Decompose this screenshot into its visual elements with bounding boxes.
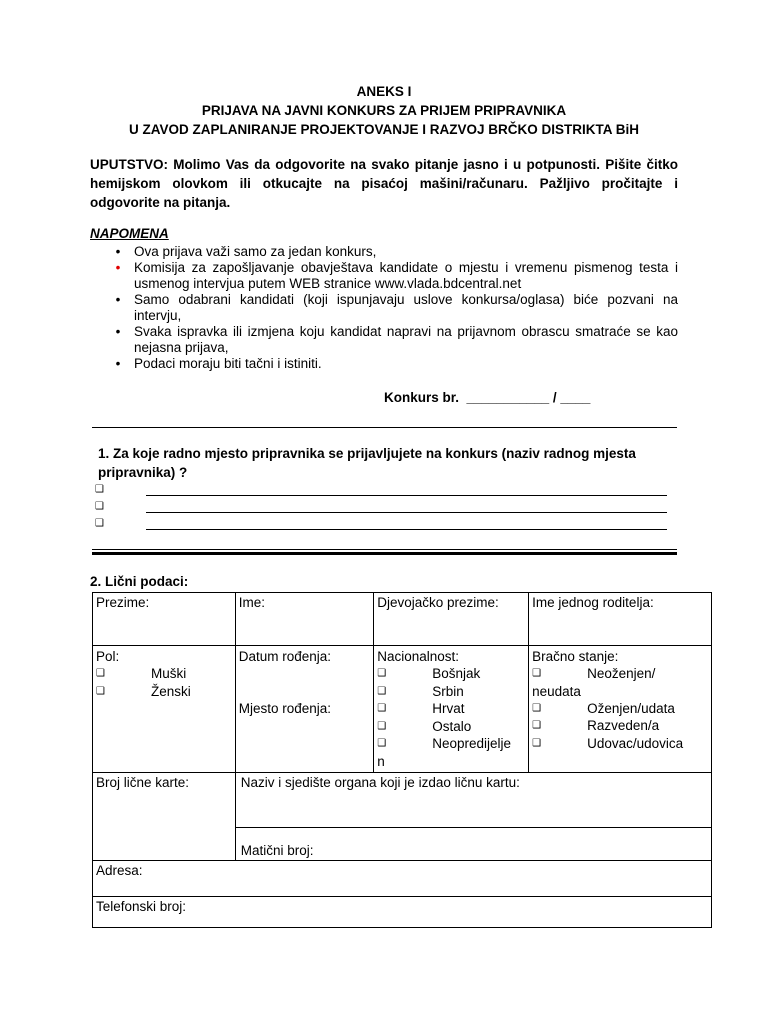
bullet-icon: • xyxy=(115,292,121,307)
checkbox-icon[interactable]: ❑ xyxy=(532,737,542,749)
checkbox-icon[interactable]: ❑ xyxy=(532,668,542,679)
marital-status-cell xyxy=(529,646,712,773)
form-title: PRIJAVA NA JAVNI KONKURS ZA PRIJEM PRIPRAVNIKA xyxy=(201,103,567,118)
position-answer-line[interactable] xyxy=(95,483,667,499)
position-answer-line[interactable] xyxy=(95,500,667,516)
instructions-paragraph: UPUTSTVO: Molimo Vas da odgovorite na svako pitanje jasno i u potpunosti. Pišite čitko hemijskom olovkom ili otkucajte na pisaćoj mašini/računaru. Pažljivo pročitajte i odgovorite na pitanja. xyxy=(90,157,678,210)
annex-title: ANEKS I xyxy=(356,84,412,99)
checkbox-icon[interactable]: ❑ xyxy=(377,685,387,697)
id-card-cell[interactable] xyxy=(93,772,236,860)
checkbox-icon[interactable]: ❑ xyxy=(95,484,104,495)
gender-option-female[interactable]: ❑ Ženski xyxy=(96,683,191,699)
note-item: • Podaci moraju biti tačni i istiniti. xyxy=(90,356,678,372)
marital-option[interactable]: ❑ Oženjen/udata xyxy=(532,700,675,716)
checkbox-icon[interactable]: ❑ xyxy=(377,720,387,732)
marital-option[interactable]: ❑ Neoženjen/ xyxy=(532,666,656,681)
birth-date-label: Datum rođenja: xyxy=(238,649,332,664)
birth-cell[interactable] xyxy=(235,646,373,773)
issuing-authority-label: Naziv i sjedište organa koji je izdao ličnu kartu: xyxy=(240,774,520,790)
checkbox-icon[interactable]: ❑ xyxy=(532,702,542,714)
gender-option-male[interactable]: ❑ Muški xyxy=(96,666,187,681)
nationality-cell xyxy=(374,646,529,773)
contest-number-field[interactable]: Konkurs br. ___________ / ____ xyxy=(384,390,591,405)
checkbox-icon[interactable]: ❑ xyxy=(377,703,387,714)
nationality-option[interactable]: ❑ Bošnjak xyxy=(377,666,481,681)
note-item: • Ova prijava važi samo za jedan konkurs, xyxy=(90,244,678,260)
bullet-icon: • xyxy=(115,324,121,339)
note-list xyxy=(90,244,678,372)
bullet-icon: • xyxy=(115,356,121,371)
nationality-label: Nacionalnost: xyxy=(377,649,460,664)
gender-cell xyxy=(93,646,236,773)
marital-option-wrap: neudata xyxy=(532,683,581,699)
nationality-option-wrap: n xyxy=(377,753,385,769)
surname-label: Prezime: xyxy=(96,595,150,610)
question-1: 1. Za koje radno mjesto pripravnika se prijavljujete na konkurs (naziv radnog mjesta pripravnika) ? xyxy=(98,446,636,480)
double-divider xyxy=(92,549,677,555)
institution-title: U ZAVOD ZAPLANIRANJE PROJEKTOVANJE I RAZVOJ BRČKO DISTRIKTA BiH xyxy=(128,122,640,137)
personal-id-label: Matični broj: xyxy=(240,842,314,858)
bullet-icon: • xyxy=(115,244,121,259)
position-answer-line[interactable] xyxy=(95,517,667,533)
address-cell[interactable] xyxy=(93,860,712,896)
checkbox-icon[interactable]: ❑ xyxy=(96,685,105,697)
personal-id-cell[interactable] xyxy=(235,827,711,860)
nationality-option[interactable]: ❑ Hrvat xyxy=(377,701,465,716)
checkbox-icon[interactable]: ❑ xyxy=(95,501,104,512)
note-item: • Samo odabrani kandidati (koji ispunjavaju uslove konkursa/oglasa) biće pozvani na intervju, xyxy=(90,292,678,324)
section-2-title: 2. Lični podaci: xyxy=(90,574,189,589)
parent-name-label: Ime jednog roditelja: xyxy=(532,595,654,610)
personal-data-table xyxy=(92,592,712,928)
id-card-label: Broj lične karte: xyxy=(96,774,190,790)
maiden-name-cell[interactable] xyxy=(374,593,529,646)
phone-label: Telefonski broj: xyxy=(96,898,187,914)
divider xyxy=(92,427,677,428)
first-name-cell[interactable] xyxy=(235,593,373,646)
surname-cell[interactable] xyxy=(93,593,236,646)
parent-name-cell[interactable] xyxy=(529,593,712,646)
marital-option[interactable]: ❑ Udovac/udovica xyxy=(532,735,684,751)
phone-cell[interactable] xyxy=(93,896,712,927)
note-item: • Komisija za zapošljavanje obavještava kandidate o mjestu i vremenu pismenog testa i usmenog intervjua putem WEB stranice www.vlada.bdcentral.net xyxy=(90,260,678,292)
nationality-option[interactable]: ❑ Ostalo xyxy=(377,718,472,734)
note-title: NAPOMENA xyxy=(90,226,169,241)
nationality-option[interactable]: ❑ Srbin xyxy=(377,683,464,699)
checkbox-icon[interactable]: ❑ xyxy=(96,668,105,679)
note-item: • Svaka ispravka ili izmjena koju kandidat napravi na prijavnom obrascu smatraće se kao nejasna prijava, xyxy=(90,324,678,356)
bullet-icon: • xyxy=(115,260,121,275)
gender-label: Pol: xyxy=(96,649,120,664)
first-name-label: Ime: xyxy=(238,595,265,610)
maiden-name-label: Djevojačko prezime: xyxy=(377,595,499,610)
nationality-option[interactable]: ❑ Neopredijelje xyxy=(377,736,512,751)
birth-place-label: Mjesto rođenja: xyxy=(238,701,332,716)
marital-option[interactable]: ❑ Razveden/a xyxy=(532,718,660,733)
checkbox-icon[interactable]: ❑ xyxy=(377,738,387,749)
issuing-authority-cell[interactable] xyxy=(235,772,711,827)
marital-status-label: Bračno stanje: xyxy=(532,649,619,664)
checkbox-icon[interactable]: ❑ xyxy=(532,720,542,731)
address-label: Adresa: xyxy=(96,862,143,878)
checkbox-icon[interactable]: ❑ xyxy=(95,518,104,529)
checkbox-icon[interactable]: ❑ xyxy=(377,668,387,679)
